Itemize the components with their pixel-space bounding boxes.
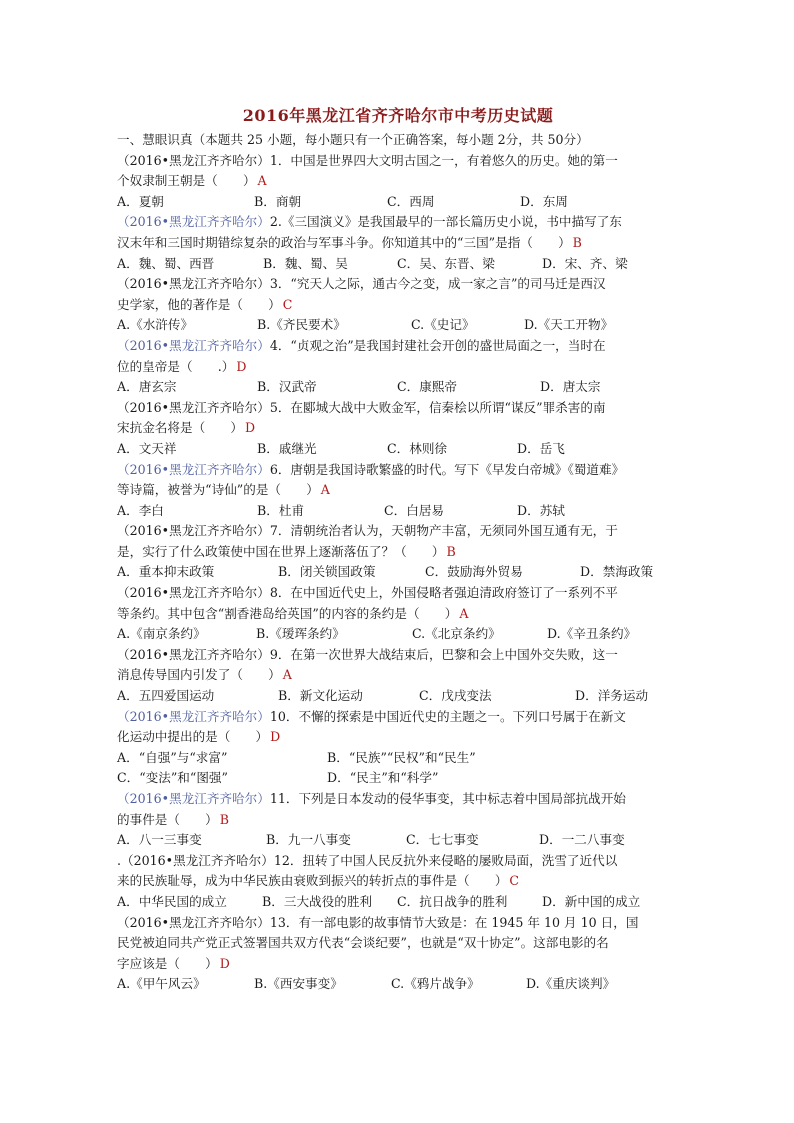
option-b: B．三大战役的胜利 [262, 893, 373, 909]
option-b: B．“民族”“民权”和“民生” [327, 749, 476, 765]
answer-key: B [219, 811, 230, 827]
options-row [117, 254, 679, 275]
option-a: A．李白 [117, 502, 164, 518]
answer-key: C [509, 873, 520, 889]
question-stem: 个奴隶制王朝是（ ） [117, 173, 256, 189]
question-text-line [117, 357, 679, 378]
question-stem: 3．“究天人之际，通古今之变，成一家之言”的司马迁是西汉 [269, 276, 606, 292]
question-text-line [117, 789, 679, 810]
section-heading: 一、慧眼识真（本题共 25 小题，每小题只有一个正确答案，每小题 2分，共 50分） [117, 132, 589, 147]
question-text-line [117, 727, 679, 748]
question-stem: 7．清朝统治者认为，天朝物产丰富，无须同外国互通有无，于 [269, 523, 618, 539]
answer-key: B [446, 543, 456, 559]
question-text-line [117, 665, 679, 686]
option-a: A．重本抑末政策 [117, 564, 215, 580]
options-row [117, 686, 679, 707]
question-9 [117, 645, 679, 707]
question-11 [117, 789, 679, 851]
options-row [117, 501, 679, 522]
question-text-line [117, 542, 679, 563]
question-stem: 等诗篇，被誉为“诗仙”的是（ ） [117, 482, 319, 498]
question-source: （2016•黑龙江齐齐哈尔） [117, 523, 270, 539]
document-title: 2016年黑龙江省齐齐哈尔市中考历史试题 [242, 106, 554, 125]
question-8 [117, 583, 679, 645]
question-source: （2016•黑龙江齐齐哈尔） [117, 708, 270, 724]
question-stem: 13．有一部电影的故事情节大致是：在 1945 年 10 月 10 日，国 [269, 914, 639, 930]
option-d: D．禁海政策 [580, 564, 654, 580]
option-a: A．“自强”与“求富” [117, 749, 228, 765]
options-row [117, 768, 679, 789]
question-text-line [117, 521, 679, 542]
question-list [117, 151, 679, 995]
option-a: A．文天祥 [117, 440, 177, 456]
question-7 [117, 521, 679, 583]
question-stem: 消息传导国内引发了（ ） [117, 667, 281, 683]
exam-document [117, 104, 679, 995]
question-stem: 6．唐朝是我国诗歌繁盛的时代。写下《早发白帝城》《蜀道难》 [269, 461, 625, 477]
question-source: （2016•黑龙江齐齐哈尔） [117, 461, 270, 477]
question-text-line [117, 295, 679, 316]
option-b: B．魏、蜀、吴 [263, 255, 348, 271]
option-d: D.《天工开物》 [524, 317, 614, 333]
question-text-line [117, 810, 679, 831]
option-c: C．吴、东晋、梁 [397, 255, 495, 271]
option-b: B．戚继光 [257, 440, 317, 456]
question-12 [117, 851, 679, 913]
option-c: C.《北京条约》 [412, 626, 501, 642]
option-a: A.《甲午风云》 [117, 976, 206, 992]
option-b: B．九一八事变 [266, 832, 351, 848]
answer-key: D [219, 955, 230, 971]
option-b: B.《西安事变》 [254, 976, 343, 992]
option-c: C．七七事变 [406, 832, 479, 848]
option-b: B.《齐民要术》 [257, 317, 346, 333]
option-b: B．杜甫 [257, 502, 305, 518]
question-stem: 等条约。其中包含“割香港岛给英国”的内容的条约是（ ） [117, 605, 458, 621]
answer-key: D [236, 358, 247, 374]
question-source: （2016•黑龙江齐齐哈尔） [117, 914, 270, 930]
option-d: D．岳飞 [517, 440, 565, 456]
question-stem: 来的民族耻辱，成为中华民族由衰败到振兴的转折点的事件是（ ） [117, 873, 508, 889]
option-a: A.《南京条约》 [117, 626, 206, 642]
option-c: C．白居易 [384, 502, 445, 518]
answer-key: B [572, 234, 582, 250]
answer-key: D [244, 420, 256, 436]
question-stem: 8．在中国近代史上，外国侵略者强迫清政府签订了一系列不平 [269, 585, 618, 601]
option-b: B．商朝 [254, 193, 302, 209]
option-c: C．西周 [387, 193, 435, 209]
question-stem: 汉末年和三国时期错综复杂的政治与军事斗争。你知道其中的“三国”是指（ ） [117, 234, 571, 250]
option-c: C．鼓励海外贸易 [425, 564, 523, 580]
option-c: C．抗日战争的胜利 [397, 893, 508, 909]
options-row [117, 748, 679, 769]
option-c: C．戊戌变法 [419, 688, 492, 704]
question-stem: 10．不懈的探索是中国近代史的主题之一。下列口号属于在新文 [269, 708, 626, 724]
question-source: （2016•黑龙江齐齐哈尔） [117, 791, 270, 806]
option-a: C．“变法”和“图强” [117, 770, 228, 786]
option-b: B．闭关锁国政策 [278, 564, 376, 580]
question-stem: 5．在郾城大战中大败金军，信秦桧以所谓“谋反”罪杀害的南 [269, 399, 606, 415]
option-d: D．洋务运动 [575, 688, 649, 704]
option-b: B．新文化运动 [278, 688, 363, 704]
option-d: D．东周 [520, 193, 568, 209]
question-text-line [117, 933, 679, 954]
option-a: A．八一三事变 [117, 832, 202, 848]
question-source: （2016•黑龙江齐齐哈尔） [117, 276, 270, 292]
answer-key: D [270, 729, 281, 745]
question-source: （2016•黑龙江齐齐哈尔） [117, 337, 270, 353]
question-text-line [117, 233, 679, 254]
option-a: A．夏朝 [117, 193, 164, 209]
options-row [117, 315, 679, 336]
question-stem: 12．扭转了中国人民反抗外来侵略的屡败局面，洗雪了近代以 [273, 852, 618, 868]
option-a: A．五四爱国运动 [117, 688, 215, 704]
answer-key: A [282, 667, 292, 683]
option-d: D.《辛丑条约》 [547, 626, 637, 642]
question-source: （2016•黑龙江齐齐哈尔） [117, 585, 270, 601]
question-stem: 的事件是（ ） [117, 811, 218, 827]
question-13 [117, 913, 679, 995]
question-text-line [117, 171, 679, 192]
question-stem: 2.《三国演义》是我国最早的一部长篇历史小说，书中描写了东 [269, 214, 622, 230]
question-text-line [117, 604, 679, 625]
options-row [117, 192, 679, 213]
option-d: D.《重庆谈判》 [526, 976, 616, 992]
question-text-line [117, 583, 679, 604]
question-stem: 位的皇帝是（ .） [117, 358, 235, 374]
options-row [117, 377, 679, 398]
options-row [117, 830, 679, 851]
question-text-line [117, 336, 679, 357]
question-stem: 化运动中提出的是（ ） [117, 729, 269, 745]
option-c: C．林则徐 [387, 440, 448, 456]
option-d: D．宋、齐、梁 [542, 255, 628, 271]
question-text-line [117, 954, 679, 975]
question-stem: 字应该是（ ） [117, 955, 218, 971]
question-4 [117, 336, 679, 398]
question-stem: 11．下列是日本发动的侵华事变，其中标志着中国局部抗战开始 [269, 791, 626, 806]
question-text-line [117, 460, 679, 481]
answer-key: A [257, 173, 267, 189]
option-c: C.《鸦片战争》 [391, 976, 480, 992]
option-d: D．苏轼 [517, 502, 565, 518]
answer-key: A [320, 482, 330, 498]
option-c: C.《史记》 [411, 317, 475, 333]
question-text-line [117, 480, 679, 501]
answer-key: A [459, 605, 469, 621]
question-stem: 史学家，他的著作是（ ） [117, 296, 281, 312]
question-stem: 1．中国是世界四大文明古国之一，有着悠久的历史。她的第一 [269, 152, 618, 168]
option-d: D．新中国的成立 [542, 893, 641, 909]
question-stem: 宋抗金名将是（ ） [117, 420, 243, 436]
question-2 [117, 212, 679, 274]
option-b: B．汉武帝 [257, 379, 317, 395]
question-source: （2016•黑龙江齐齐哈尔） [117, 214, 270, 230]
question-stem: 是，实行了什么政策使中国在世界上逐渐落伍了？（ ） [117, 543, 445, 559]
question-text-line [117, 212, 679, 233]
options-row [117, 892, 679, 913]
options-row [117, 439, 679, 460]
question-text-line [117, 707, 679, 728]
question-stem: 民党被迫同共产党正式签署国共双方代表“会谈纪要”，也就是“双十协定”。这部电影的名 [117, 935, 609, 951]
question-text-line [117, 871, 679, 892]
answer-key: C [282, 296, 293, 312]
question-1 [117, 151, 679, 213]
options-row [117, 624, 679, 645]
question-stem: 4．“贞观之治”是我国封建社会开创的盛世局面之一，当时在 [269, 337, 606, 353]
question-text-line [117, 645, 679, 666]
options-row [117, 974, 679, 995]
question-text-line [117, 398, 679, 419]
options-row [117, 562, 679, 583]
question-source: （2016•黑龙江齐齐哈尔） [117, 646, 270, 662]
option-b: B.《瑷珲条约》 [256, 626, 345, 642]
question-text-line [117, 913, 679, 934]
question-source: .（2016•黑龙江齐齐哈尔） [117, 852, 274, 868]
question-5 [117, 398, 679, 460]
question-6 [117, 460, 679, 522]
question-source: （2016•黑龙江齐齐哈尔） [117, 152, 270, 168]
question-text-line [117, 418, 679, 439]
question-text-line [117, 274, 679, 295]
question-text-line [117, 851, 679, 872]
option-c: C．康熙帝 [397, 379, 458, 395]
question-text-line [117, 151, 679, 172]
question-3 [117, 274, 679, 336]
option-a: A．魏、蜀、西晋 [117, 255, 215, 271]
option-a: A．唐玄宗 [117, 379, 177, 395]
option-d: D．唐太宗 [540, 379, 601, 395]
option-b: D．“民主”和“科学” [327, 770, 439, 786]
option-d: D．一二八事变 [539, 832, 625, 848]
question-10 [117, 707, 679, 789]
option-a: A.《水浒传》 [117, 317, 194, 333]
option-a: A．中华民国的成立 [117, 893, 227, 909]
question-source: （2016•黑龙江齐齐哈尔） [117, 399, 270, 415]
question-stem: 9．在第一次世界大战结束后，巴黎和会上中国外交失败，这一 [269, 646, 618, 662]
